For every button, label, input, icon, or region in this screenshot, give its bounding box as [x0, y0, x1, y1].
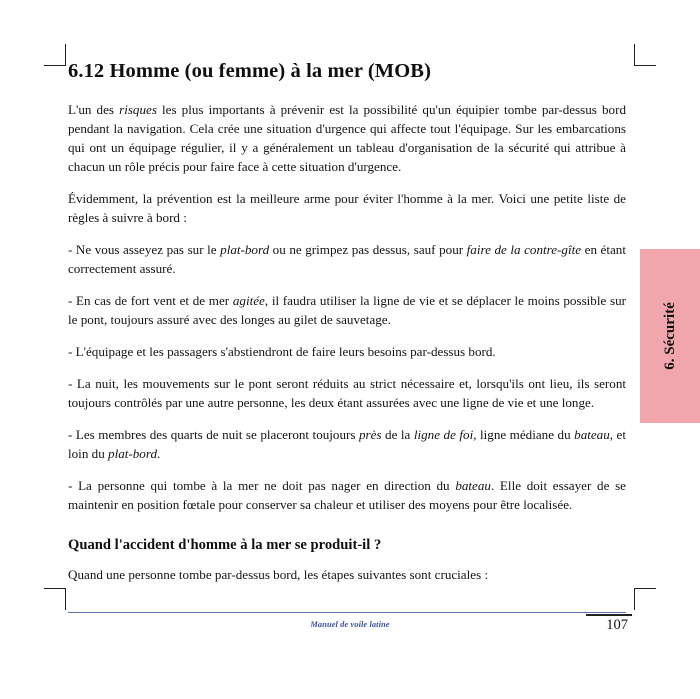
crop-mark-top-right: [634, 44, 656, 66]
paragraph-prevention: Évidemment, la prévention est la meilleure arme pour éviter l'homme à la mer. Voici une petite liste de règles à suivre à bord :: [68, 190, 626, 225]
rule-item-4: - La nuit, les mouvements sur le pont seront réduits au strict nécessaire et, lorsqu'ils ont lieu, ils seront toujours contrôlés par une autre personne, les deux étant assurées avec une ligne de vie et une longe.: [68, 375, 626, 410]
page-title: 6.12 Homme (ou femme) à la mer (MOB): [68, 60, 432, 82]
crop-mark-bottom-right: [634, 588, 656, 610]
page-content: [68, 60, 626, 598]
rule-item-6: - La personne qui tombe à la mer ne doit pas nager en direction du bateau. Elle doit essayer de se maintenir en position fœtale pour conserver sa chaleur et utiliser des moyens pour être localisée.: [68, 477, 626, 512]
rule-item-2: - En cas de fort vent et de mer agitée, il faudra utiliser la ligne de vie et se déplacer le moins possible sur le pont, toujours assuré avec des longes au gilet de sauvetage.: [68, 292, 627, 327]
rule-item-3: - L'équipage et les passagers s'abstiendront de faire leurs besoins par-dessus bord.: [68, 343, 496, 359]
page-number-rule: [586, 614, 632, 616]
footer-running-title: Manuel de voile latine: [310, 620, 390, 629]
paragraph-intro: L'un des risques les plus importants à prévenir est la possibilité qu'un équipier tombe par-dessus bord pendant la navigation. Cela crée une situation d'urgence qui affecte tout l'équipage. Sur les embarcations qui ont un équipage régulier, il y a généralement un tableau d'organisation de la sécurité qui attribue à chacun un rôle précis pour faire face à cette situation d'urgence.: [68, 102, 626, 174]
chapter-side-tab: [640, 249, 700, 423]
chapter-side-tab-label: 6. Sécurité: [662, 302, 678, 370]
rule-item-5: - Les membres des quarts de nuit se placeront toujours près de la ligne de foi, ligne médiane du bateau, et loin du plat-bord.: [68, 426, 627, 461]
paragraph-closing: Quand une personne tombe par-dessus bord, les étapes suivantes sont cruciales :: [68, 566, 489, 582]
rule-item-1: - Ne vous asseyez pas sur le plat-bord ou ne grimpez pas dessus, sauf pour faire de la contre-gîte en étant correctement assuré.: [68, 241, 626, 276]
crop-mark-bottom-left: [44, 588, 66, 610]
subheading-when-accident: Quand l'accident d'homme à la mer se produit-il ?: [68, 536, 382, 553]
page-number: 107: [606, 617, 628, 633]
crop-mark-top-left: [44, 44, 66, 66]
footer-rule: [68, 612, 626, 613]
